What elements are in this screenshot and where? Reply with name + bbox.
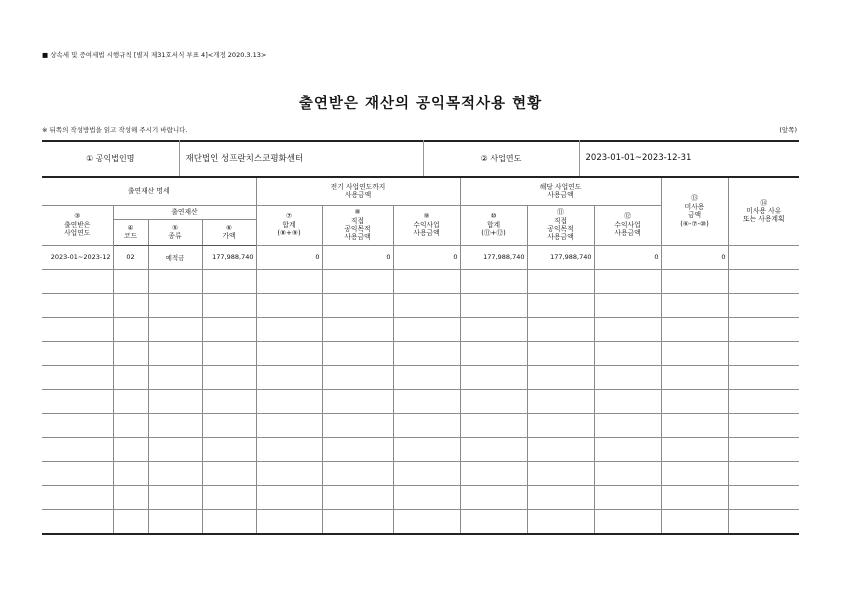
table-cell[interactable]: 0 <box>661 245 728 269</box>
table-cell[interactable] <box>42 293 113 317</box>
table-cell[interactable] <box>527 413 594 437</box>
table-cell[interactable] <box>661 437 728 461</box>
table-cell[interactable] <box>728 437 799 461</box>
table-row <box>42 509 799 534</box>
table-cell[interactable] <box>256 413 322 437</box>
table-cell[interactable] <box>42 413 113 437</box>
table-cell[interactable] <box>594 485 661 509</box>
table-cell[interactable] <box>202 437 256 461</box>
table-cell[interactable] <box>42 485 113 509</box>
header-code: ④ 코드 <box>113 219 148 245</box>
table-cell[interactable] <box>113 269 148 293</box>
table-cell[interactable] <box>594 317 661 341</box>
table-cell[interactable] <box>42 317 113 341</box>
table-cell[interactable] <box>42 269 113 293</box>
table-cell[interactable] <box>594 389 661 413</box>
table-cell[interactable]: 0 <box>594 245 661 269</box>
header-current-year-usage: 해당 사업연도 사용금액 <box>460 178 661 205</box>
table-cell[interactable] <box>661 269 728 293</box>
table-cell[interactable] <box>393 437 460 461</box>
table-cell[interactable] <box>113 389 148 413</box>
table-cell[interactable] <box>256 461 322 485</box>
table-cell[interactable] <box>256 365 322 389</box>
table-cell[interactable] <box>393 269 460 293</box>
table-cell[interactable] <box>527 365 594 389</box>
table-row <box>42 269 799 293</box>
table-cell[interactable] <box>460 461 527 485</box>
table-cell[interactable] <box>460 341 527 365</box>
table-cell[interactable] <box>393 389 460 413</box>
table-cell[interactable] <box>661 293 728 317</box>
table-cell[interactable] <box>728 413 799 437</box>
table-cell[interactable] <box>393 365 460 389</box>
table-cell[interactable] <box>113 461 148 485</box>
header-unused-amount: ⑬ 미사용 금액 (⑥-⑦-⑩) <box>661 178 728 245</box>
header-prior-total: ⑦ 합계 (⑧+⑨) <box>256 205 322 245</box>
table-cell[interactable] <box>256 317 322 341</box>
table-cell[interactable] <box>661 341 728 365</box>
header-donated-assets: 출연재산 명세 <box>42 178 256 205</box>
page-title: 출연받은 재산의 공익목적사용 현황 <box>298 96 543 112</box>
table-cell[interactable] <box>42 341 113 365</box>
table-cell[interactable] <box>527 461 594 485</box>
table-cell[interactable] <box>460 389 527 413</box>
table-cell[interactable] <box>393 341 460 365</box>
table-body <box>42 245 799 534</box>
table-cell[interactable] <box>661 413 728 437</box>
table-cell[interactable] <box>661 365 728 389</box>
table-cell[interactable] <box>148 269 202 293</box>
table-cell[interactable] <box>148 509 202 534</box>
table-cell[interactable] <box>322 461 393 485</box>
table-row <box>42 485 799 509</box>
table-cell[interactable]: 02 <box>113 245 148 269</box>
table-cell[interactable] <box>728 485 799 509</box>
table-row <box>42 293 799 317</box>
table-cell[interactable] <box>202 341 256 365</box>
page-side-label: (앞쪽) <box>779 126 797 134</box>
table-cell[interactable] <box>256 485 322 509</box>
table-cell[interactable] <box>322 269 393 293</box>
table-cell[interactable] <box>202 509 256 534</box>
table-cell[interactable] <box>594 269 661 293</box>
table-cell[interactable] <box>256 269 322 293</box>
table-cell[interactable] <box>728 461 799 485</box>
table-cell[interactable] <box>728 389 799 413</box>
table-cell[interactable] <box>460 413 527 437</box>
table-cell[interactable] <box>322 413 393 437</box>
table-cell[interactable] <box>256 389 322 413</box>
table-cell[interactable] <box>148 389 202 413</box>
table-cell[interactable] <box>460 293 527 317</box>
table-cell[interactable] <box>393 485 460 509</box>
table-cell[interactable] <box>460 437 527 461</box>
table-row <box>42 413 799 437</box>
table-cell[interactable] <box>728 317 799 341</box>
table-cell[interactable] <box>148 485 202 509</box>
table-cell[interactable] <box>322 389 393 413</box>
table-cell[interactable] <box>460 269 527 293</box>
table-row <box>42 317 799 341</box>
table-cell[interactable] <box>148 365 202 389</box>
table-cell[interactable] <box>322 485 393 509</box>
table-cell[interactable] <box>113 365 148 389</box>
table-cell[interactable] <box>322 317 393 341</box>
table-cell[interactable]: 177,988,740 <box>527 245 594 269</box>
table-cell[interactable] <box>113 485 148 509</box>
table-cell[interactable]: 0 <box>256 245 322 269</box>
corp-name-value: 재단법인 성프란치스코평화센터 <box>179 140 423 176</box>
table-cell[interactable] <box>322 509 393 534</box>
table-row <box>42 461 799 485</box>
table-cell[interactable] <box>113 437 148 461</box>
table-cell[interactable] <box>113 293 148 317</box>
table-cell[interactable] <box>594 413 661 437</box>
table-cell[interactable] <box>256 509 322 534</box>
table-cell[interactable]: 0 <box>322 245 393 269</box>
table-cell[interactable] <box>113 317 148 341</box>
table-cell[interactable] <box>322 437 393 461</box>
table-cell[interactable] <box>322 341 393 365</box>
table-cell[interactable] <box>527 485 594 509</box>
table-cell[interactable] <box>728 269 799 293</box>
table-cell[interactable] <box>661 509 728 534</box>
header-prior-profit: ⑨ 수익사업 사용금액 <box>393 205 460 245</box>
table-cell[interactable] <box>113 341 148 365</box>
table-row <box>42 437 799 461</box>
table-cell[interactable] <box>594 509 661 534</box>
table-cell[interactable] <box>42 365 113 389</box>
table-cell[interactable]: 2023-01~2023-12 <box>42 245 113 269</box>
header-current-direct: ⑪ 직접 공익목적 사용금액 <box>527 205 594 245</box>
business-year-label: ② 사업연도 <box>423 140 579 176</box>
table-cell[interactable] <box>202 389 256 413</box>
table-row <box>42 341 799 365</box>
table-cell[interactable] <box>527 317 594 341</box>
table-cell[interactable] <box>42 461 113 485</box>
table-cell[interactable] <box>527 341 594 365</box>
header-prior-direct: ⑧ 직접 공익목적 사용금액 <box>322 205 393 245</box>
table-cell[interactable] <box>661 461 728 485</box>
header-prior-year-usage: 전기 사업연도까지 사용금액 <box>256 178 460 205</box>
table-cell[interactable] <box>728 293 799 317</box>
table-cell[interactable] <box>460 317 527 341</box>
table-cell[interactable] <box>527 389 594 413</box>
table-cell[interactable] <box>42 389 113 413</box>
header-donation-year: ③ 출연받은 사업연도 <box>42 205 113 245</box>
table-cell[interactable]: 177,988,740 <box>460 245 527 269</box>
form-law-reference: ■ 상속세 및 증여세법 시행규칙 [별지 제31호서식 부표 4]<개정 2020.3.13> <box>42 51 267 59</box>
table-cell[interactable] <box>202 413 256 437</box>
table-cell[interactable] <box>527 437 594 461</box>
table-cell[interactable] <box>42 509 113 534</box>
header-value: ⑥ 가액 <box>202 219 256 245</box>
table-cell[interactable] <box>527 509 594 534</box>
table-cell[interactable] <box>661 485 728 509</box>
table-cell[interactable] <box>202 269 256 293</box>
table-cell[interactable] <box>594 437 661 461</box>
table-cell[interactable] <box>148 437 202 461</box>
instruction-note: ※ 뒤쪽의 작성방법을 읽고 작성해 주시기 바랍니다. <box>42 126 188 134</box>
table-row <box>42 365 799 389</box>
table-cell[interactable] <box>728 245 799 269</box>
header-kind: ⑤ 종류 <box>148 219 202 245</box>
table-cell[interactable] <box>594 365 661 389</box>
table-cell[interactable] <box>393 509 460 534</box>
table-cell[interactable] <box>113 509 148 534</box>
table-cell[interactable] <box>148 341 202 365</box>
table-cell[interactable] <box>113 413 148 437</box>
table-cell[interactable] <box>661 389 728 413</box>
table-cell[interactable] <box>393 413 460 437</box>
table-row <box>42 245 799 269</box>
table-cell[interactable] <box>148 413 202 437</box>
table-cell[interactable] <box>202 485 256 509</box>
header-unused-reason: ⑭ 미사용 사유 또는 사용계획 <box>728 178 799 245</box>
table-cell[interactable] <box>728 341 799 365</box>
table-cell[interactable] <box>594 461 661 485</box>
table-cell[interactable] <box>460 365 527 389</box>
table-cell[interactable] <box>594 341 661 365</box>
corp-name-label: ① 공익법인명 <box>42 140 179 176</box>
table-row <box>42 389 799 413</box>
table-cell[interactable] <box>202 461 256 485</box>
table-cell[interactable] <box>256 293 322 317</box>
business-year-value: 2023-01-01~2023-12-31 <box>585 153 692 163</box>
table-cell[interactable] <box>527 269 594 293</box>
table-cell[interactable] <box>393 461 460 485</box>
header-current-profit: ⑫ 수익사업 사용금액 <box>594 205 661 245</box>
table-cell[interactable] <box>322 293 393 317</box>
table-cell[interactable] <box>728 509 799 534</box>
table-cell[interactable] <box>148 461 202 485</box>
table-cell[interactable] <box>393 317 460 341</box>
table-cell[interactable] <box>728 365 799 389</box>
table-cell[interactable] <box>202 293 256 317</box>
table-cell[interactable] <box>460 485 527 509</box>
table-cell[interactable]: 0 <box>393 245 460 269</box>
donated-asset-usage-table <box>42 178 799 535</box>
table-cell[interactable] <box>148 317 202 341</box>
table-cell[interactable] <box>202 317 256 341</box>
table-cell[interactable] <box>661 317 728 341</box>
table-cell[interactable] <box>202 365 256 389</box>
header-current-total: ⑩ 합계 (⑪+⑫) <box>460 205 527 245</box>
table-cell[interactable] <box>322 365 393 389</box>
table-cell[interactable] <box>527 293 594 317</box>
table-cell[interactable] <box>148 293 202 317</box>
corporation-info-table <box>42 140 799 176</box>
table-cell[interactable] <box>256 341 322 365</box>
table-cell[interactable] <box>256 437 322 461</box>
table-cell[interactable]: 예적금 <box>148 245 202 269</box>
table-cell[interactable] <box>460 509 527 534</box>
table-cell[interactable]: 177,988,740 <box>202 245 256 269</box>
table-cell[interactable] <box>42 437 113 461</box>
header-asset-group: 출연재산 <box>113 205 256 219</box>
table-cell[interactable] <box>393 293 460 317</box>
table-cell[interactable] <box>594 293 661 317</box>
